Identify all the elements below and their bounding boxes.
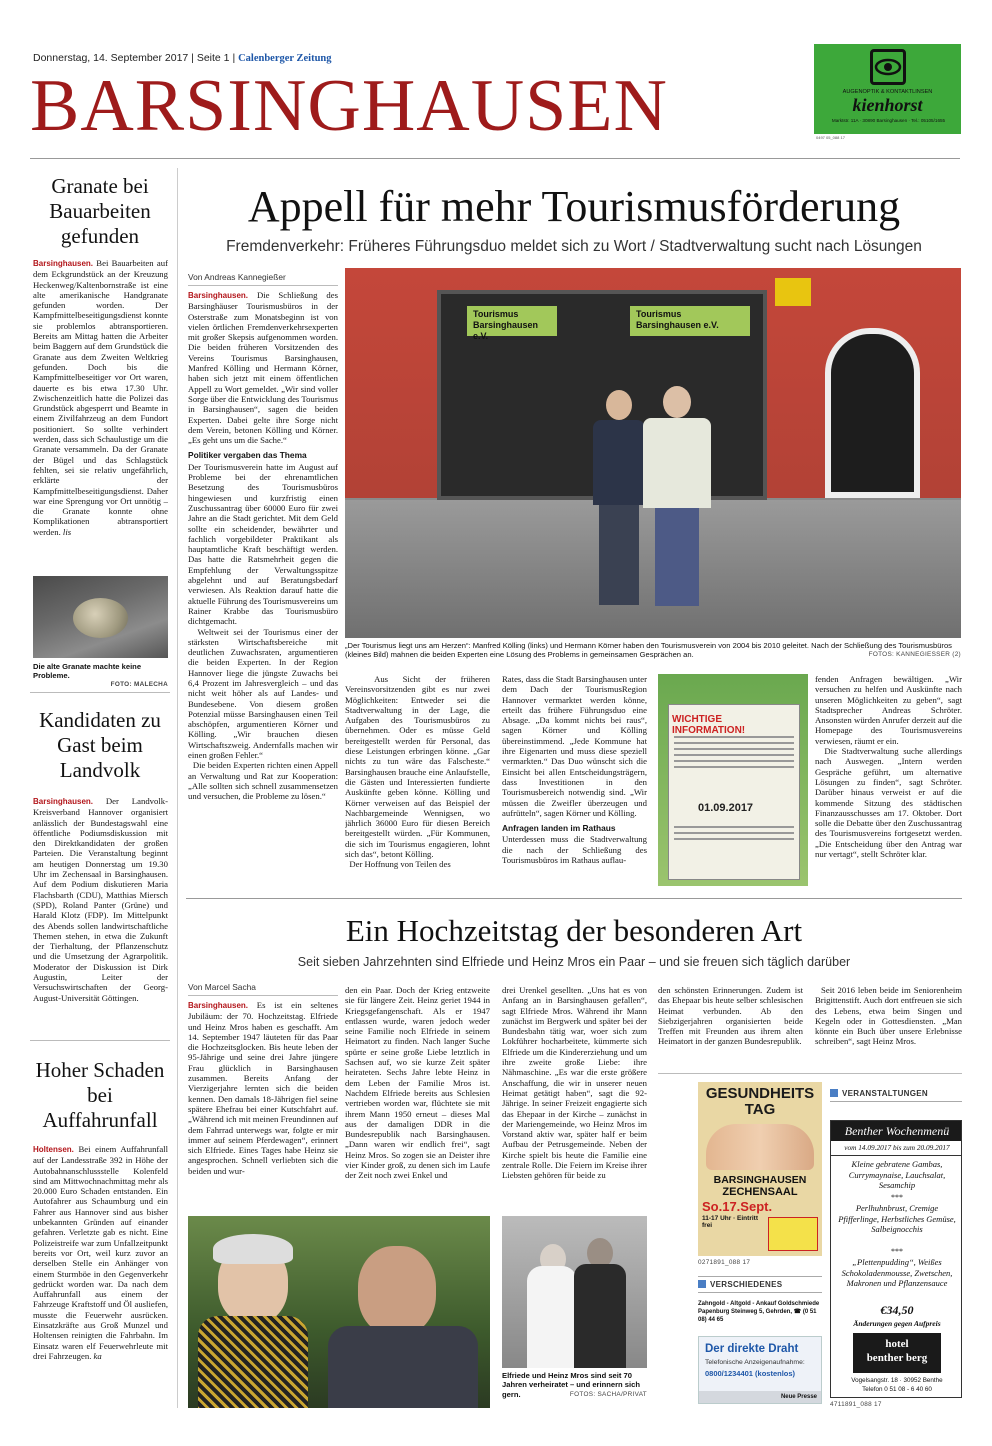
wedding-col-5 <box>815 985 962 1065</box>
signature: ka <box>93 1350 102 1361</box>
notice-date: 01.09.2017 <box>698 802 754 814</box>
menu-dates: vom 14.09.2017 bis zum 20.09.2017 <box>831 1143 962 1156</box>
sidebar-headline-1: Granate bei Bauarbeiten gefunden <box>49 174 151 248</box>
dateline <box>33 52 332 64</box>
location: Barsinghausen. <box>33 797 94 806</box>
ad-place-1: BARSINGHAUSEN <box>713 1174 807 1186</box>
paragraph: Die Stadtverwaltung suche allerdings nach Auswegen. „Intern werden Gespräche geführt, um alternative Lösungen zu finden“, sagt Schröter. Darüber hinaus verweist er auf die kommende Sitzung des städtischen Finanzausschusses am 17. Oktober. Dort solle die Debatte über den Zuschussantrag des Tourismusvereins fortgesetzt werden. „Die Entscheidung über den Antrag war nur vertagt“, stellt Schröter klar. <box>815 746 962 860</box>
menu-address: Vogelsangstr. 18 · 30952 Benthe <box>851 1377 943 1384</box>
paragraph: Seit 2016 leben beide im Seniorenheim Brigittenstift. Auch dort entfreuen sie sich des Lebens, etwa beim Singen und Kegeln oder in Gottesdiensten. „Man könnte ein Buch über unsere Erlebnisse schreiben“, sagt Heinz Mros. <box>815 985 962 1047</box>
paragraph: Aus Sicht der früheren Vereinsvorsitzenden gibt es nur zwei Möglichkeiten: Entweder sei die Stadtverwaltung in der Lage, die Aufgaben des Tourismusbüros zu übernehmen. Oder es müsse Geld bereitgestellt werden für Personal, das diese Leistungen erbringen könne. „Gar nichts zu tun wäre das Falscheste.“ Barsinghausen brauche eine Anlaufstelle, die Gästen und Interessierten fundierte Auskünfte geben könne. Kölling und Körner verweisen auf das Beispiel der Nachbargemeinde Wennigsen, wo jährlich 36000 Euro für diesen Bereich bereitgestellt würden. „Für Kommunen, die sich im Tourismus engagieren, lohnt sich das“, betont Kölling. <box>345 674 490 860</box>
signature: lis <box>62 526 72 537</box>
menu-price: €34,50 <box>880 1303 914 1317</box>
draht-phone: 0800/1234401 (kostenlos) <box>705 1369 796 1378</box>
paragraph: den ein Paar. Doch der Krieg entzweite sie für längere Zeit. Heinz geriet 1944 in Kriegsgefangenschaft. Als er 1947 entlassen wurde, waren jedoch weder seine Familie noch Elfriede in seinem Heimatort zu finden. Nach langer Suche spürte er seine große Liebe letztlich in Sachsen auf, wo sie kurze Zeit später heirateten. Sechs Jahre lebte Heinz in dem Leben der Familie Mros ist. Nachdem Elfriede bereits aus Schlesien vertrieben worden war, flüchtete sie mit ihrem Mann 1950 erneut – dieses Mal aus der damaligen DDR in die Bundesrepublik nach Barsinghausen. „Dann waren wir endlich frei“, sagt Heinz Mros. So zogen sie an Deister ihre vier Kinder groß, zu denen sich im Laufe der Zeit noch zwei Enkel und <box>345 985 490 1181</box>
optik-code: 0497 05_088 17 <box>816 135 845 140</box>
main-col-5 <box>815 674 962 890</box>
gold-ad[interactable]: Zahngold - Altgold - Ankauf Goldschmiede Papenburg Steinweg 5, Gehrden, ☎ (0 51 08) 44 65 <box>698 1301 820 1323</box>
wedding-photo <box>502 1216 647 1368</box>
masthead: BARSINGHAUSEN <box>30 65 668 147</box>
sign-2 <box>630 306 750 336</box>
story-text: Bei einem Auffahrunfall auf der Landesstraße 392 in Höhe der Autobahnanschlussstelle Kolenfeld sind am Mittwochnachmittag mehr als 20.000 Euro Schaden entstanden. Ein Autofahrer aus Schaumburg und ein Fahrer aus Hannover sind aus bisher unbekannten Gründen auf einander gefahren. Verletzte gab es nicht. Eine Polizeistreife war zum Unfallzeitpunkt bereits vor Ort, weil kurz zuvor an derselben Stelle ein Anhänger von einem Sturmböe in den Gegenverkehr gedrückt worden war. Da nach dem Auffahrunfall aus einem der Fahrzeuge Kraftstoff und Öl ausliefen, musste die Feuerwehr ausrücken. Einsatzkräfte aus Groß Munzel und Holtensen reinigten die Fahrbahn. Im Einsatz waren elf Feuerwehrleute mit drei Fahrzeugen. <box>33 1144 168 1361</box>
family-image <box>706 1124 814 1170</box>
couple-photo <box>188 1216 490 1408</box>
rubric-verschiedenes <box>698 1276 822 1293</box>
paragraph: Die Schließung des Barsinghäuser Tourismusbüros in der Osterstraße zum Monatsbeginn ist von vielen örtlichen Fremdenverkehrsexperten mit großer Skepsis aufgenommen worden. Die beiden früheren Vorsitzenden des Vereins Tourismus Barsinghausen, Manfred Kölling und Hermann Körner, haben sich jetzt mit einem öffentlichen Appell zu Wort gemeldet. „Wir sind voller Sorge über die Entwicklung des Tourismus in Barsinghausen“, sagen die beiden Experten. Dabei gelte ihre Sorge nicht dem Verein, betonen Kölling und Körner. „Es geht uns um die Sache.“ <box>188 290 338 446</box>
sidebar-headline-2: Kandidaten zu Gast beim Landvolk <box>39 708 161 782</box>
main-col-3 <box>502 674 647 890</box>
optik-brand: kienhorst <box>852 95 923 115</box>
draht-title: Der direkte Draht <box>705 1343 799 1355</box>
notice-photo <box>658 674 808 886</box>
gesundheitstag-ad[interactable] <box>698 1082 822 1256</box>
story-text: Der Landvolk-Kreisverband Hannover organisiert anlässlich der Bundestagswahl eine öffentliche Podiumsdiskussion mit den Direktkandidaten der großen Parteien. Die Veranstaltung beginnt am heutigen Donnerstag um 19.30 Uhr im Zechensaal in Barsinghausen. Auf dem Podium diskutieren Maria Flachsbarth (CDU), Matthias Miersch (SPD), Roland Panter (Grüne) und Harald Klotz (FDP). Im Mittelpunkt des Abends sollen landwirtschaftliche Themen stehen, in etwa die Zukunft der Tierhaltung, der Pflanzenschutz und die Umsetzung der Agrarpolitik. Moderator der Diskussion ist Dirk Augustin, Leiter der Versuchswirtschaften der Georg-August-Universität Göttingen. <box>33 796 168 1003</box>
hotel-logo-text: hotel <box>885 1338 909 1350</box>
menu-course-1: Kleine gebratene Gambas, Currymaynaise, Lauchsalat, Sesamchip <box>848 1159 946 1190</box>
menu-ad[interactable] <box>830 1120 962 1398</box>
paragraph: Weltweit sei der Tourismus einer der stärksten Wirtschaftsbereiche mit deutlichen Zuwachsraten, argumentieren die beiden Experten. In der Region Hannover liege die jüngste Zuwachs bei 6,4 Prozent im Jahresvergleich – und das nicht weit höher als auf Landes- und Bundesebene. Von diesem großen Potenzial müsse Barsinghausen einen Teil abschöpfen, argumentieren Körner und Kölling. „Wir brauchen diesen Wirtschaftszweig. Andernfalls machen wir einen großen Fehler.“ <box>188 626 338 761</box>
sidebar-story-2 <box>33 796 168 1034</box>
subheading: Anfragen landen im Rathaus <box>502 823 616 834</box>
paragraph: Der Tourismusverein hatte im August auf Probleme bei der ehrenamtlichen Besetzung des Tourismusbüros hingewiesen und kurzfristig einen Zuschussantrag über 60000 Euro für zwei Jahre an die Stadt gerichtet. Mit dem Geld sollte ein scheidender, bewährter und fachlich vorgebildeter Praktikant als hauptamtliche Kraft beschäftigt werden. Das hatte die Ratsmehrheit gegen die Empfehlung der Verwaltungsspitze abgelehnt und auf Beratungsbedarf verwiesen. Als Reaktion darauf hatte die aktuelle Führung des Tourismusvereins um Rainer Krabbe das Tourismusbüro dichtgemacht. <box>188 461 338 627</box>
main-photo-caption <box>345 641 961 660</box>
rubric-label: VERSCHIEDENES <box>710 1280 783 1289</box>
main-byline: Von Andreas Kannegießer <box>188 272 286 282</box>
ad-code: 0271891_088 17 <box>698 1259 751 1266</box>
rubric-label: VERANSTALTUNGEN <box>842 1089 928 1098</box>
sign-text: Tourismus <box>473 309 519 319</box>
eye-icon <box>870 49 906 85</box>
location: Barsinghausen. <box>33 259 94 268</box>
ad-title-1: GESUNDHEITS <box>705 1085 815 1102</box>
ad-place-2: ZECHENSAAL <box>722 1186 798 1198</box>
direkter-draht-ad[interactable] <box>698 1336 822 1404</box>
paragraph: den schönsten Erinnerungen. Zudem ist das Ehepaar bis heute selber schlesischen Heimat verbunden. Ab den Siebzigerjahren organisierten beide Treffen mit Freunden aus ihrem alten Heimatort in der ganzen Bundesrepublik. <box>658 985 803 1047</box>
wedding-col-4 <box>658 985 803 1065</box>
paragraph: Es ist ein seltenes Jubiläum: der 70. Hochzeitstag. Elfriede und Heinz Mros haben es geschafft. Am 14. September 1947 läuteten für das Paar die Hochzeitsglocken. Bis heute leben der 95-Jährige und seine drei Jahre jüngere Frau glücklich in Barsinghausen zusammen. Bereits Anfang der Vierzigerjahre lernten sich die beiden kennen. Den damals 18-Jährigen fiel seine spätere Ehefrau bei einer Kutschfahrt auf. „Während ich mit meinen Freundinnen auf dem Fahrrad unterwegs war, folgte er mir immer auf seinem Pferdewagen“, erinnert sich Elfriede. Eines Tages habe Heinz sie angesprochen. Schnell verliebten sich die beiden und wur- <box>188 1000 338 1176</box>
menu-stars: *** <box>891 1193 903 1202</box>
sidebar-story-3 <box>33 1144 168 1406</box>
photo-credit: FOTOS: KANNEGIESSER (2) <box>868 651 961 659</box>
wedding-subhead: Seit sieben Jahrzehnten sind Elfriede und Heinz Mros ein Paar – und sie freuen sich täglich darüber <box>297 955 851 969</box>
draht-line: Telefonische Anzeigenaufnahme: <box>705 1359 805 1366</box>
menu-note: Änderungen gegen Aufpreis <box>853 1319 941 1328</box>
menu-stars: *** <box>891 1247 903 1256</box>
menu-phone: Telefon 0 51 08 - 6 40 60 <box>862 1386 932 1393</box>
wedding-headline: Ein Hochzeitstag der besonderen Art <box>345 913 803 948</box>
main-headline: Appell für mehr Tourismusförderung <box>247 182 901 231</box>
hotel-logo-text: benther berg <box>866 1352 928 1364</box>
optik-ad[interactable] <box>814 44 961 140</box>
sign-text: Barsinghausen e.V. <box>636 320 719 330</box>
menu-course-2: Perlhuhnbrust, Cremige Pfifferlinge, Herbstliches Gemüse, Salbeignocchis <box>838 1203 956 1234</box>
subheading: Politiker vergaben das Thema <box>188 450 307 461</box>
sign-text: Tourismus <box>636 309 682 319</box>
wedding-col-2 <box>345 985 490 1208</box>
sidebar-story-1 <box>33 258 168 570</box>
rubric-veranstaltungen <box>830 1086 962 1102</box>
optik-line: AUGENOPTIK & KONTAKTLINSEN <box>842 89 933 95</box>
caption-text: Elfriede und Heinz Mros sind seit 70 Jahren verheiratet – und erinnern sich gern. <box>502 1371 641 1399</box>
tourism-office-photo <box>345 268 961 638</box>
location: Barsinghausen. <box>188 291 249 300</box>
optik-address: Marktstr. 11A · 30890 Barsinghausen · Tel.: 05105/1655 <box>831 118 946 123</box>
ad-date: So.17.Sept. <box>702 1199 773 1214</box>
main-col-2 <box>345 674 490 890</box>
photo-credit: FOTO: MALECHA <box>110 681 168 689</box>
grenade-caption <box>33 662 168 690</box>
hotel-logo <box>853 1333 941 1373</box>
paper-name: Calenberger Zeitung <box>238 53 332 64</box>
ad-time: 11-17 Uhr · Eintritt frei <box>702 1215 758 1229</box>
main-subhead: Fremdenverkehr: Früheres Führungsduo meldet sich zu Wort / Stadtverwaltung sucht nach Lösungen <box>226 238 922 255</box>
paragraph: Rates, dass die Stadt Barsinghausen unter dem Dach der TourismusRegion Hannover vermarktet werden könne, erteilt das frühere Führungsduo eine Absage. „Da kommt nichts bei raus“, sagen Körner und Kölling übereinstimmend. „Jede Kommune hat ihre Eigenarten und muss diese speziell vermarkten.“ Das Duo wünscht sich die Einsicht bei allen Entscheidungsträgern, dass Investitionen in den Tourismusbereich notwendig sind. „Wir müssen die Zweifler überzeugen und aufrütteln“, sagen Körner und Kölling. <box>502 674 647 818</box>
notice-title: WICHTIGE INFORMATION! <box>672 714 746 736</box>
location: Holtensen. <box>33 1145 74 1154</box>
paragraph: drei Urenkel gesellten. „Uns hat es von Anfang an in Barsinghausen gefallen“, sagt Elfriede Mros. Während ihr Mann zunächst im Bergwerk und später bei der Bundesbahn tätig war, woer sich zum Lokführer hocharbeitete, kümmerte sich Elfriede um die Kindererziehung und um ihre zweite große Liebe: ihre Nähmaschine. „Es war die erste größere Anschaffung, die wir in unserer neuen Heimat getätigt haben“, sagt die 92-Jährige. In seiner Freizeit engagierte sich das Ehepaar in der Kirche – zunächst in der Mariengemeinde, wo Heinz Mros im Vorstand aktiv war, später half er beim Aufbau der Petrusgemeinde. Neben der Kirche spielt bis heute die Familie eine zentrale Rolle. Die Feiern im Kreise ihrer Liebsten gehören für beide zu <box>502 985 647 1181</box>
paragraph: fenden Anfragen bewältigen. „Wir versuchen zu helfen und Auskünfte nach unseren Möglichkeiten zu geben“, sagt Stadtsprecher Andreas Schröter. Ansonsten würden Anrufer derzeit auf die Homepage des Tourismusvereins verwiesen, räumt er ein. <box>815 674 962 746</box>
sidebar-headline-3: Hoher Schaden bei Auffahrunfall <box>35 1058 165 1132</box>
wedding-col-1 <box>188 1000 338 1208</box>
photo-credit: FOTOS: SACHA/PRIVAT <box>569 1390 647 1398</box>
location: Barsinghausen. <box>188 1001 249 1010</box>
menu-course-3: „Plettenpudding“, Weißes Schokoladenmousse, Zwetschen, Makronen und Pflanzensauce <box>841 1257 953 1288</box>
sign-text: Barsinghausen e.V. <box>473 320 539 341</box>
grenade-photo <box>33 576 168 658</box>
wedding-col-3 <box>502 985 647 1208</box>
story-text: Bei Bauarbeiten auf dem Eckgrundstück an der Kreuzung Heckenweg/Kaltenbornstraße ist eine alte amerikanische Handgranate gefunden worden. Der Kampfmittelbeseitigungsdienst konnte sie problemlos abtransportieren. Bereits am Mittag hatten die Arbeiter beim Baggern auf dem Grundstück die Granate aus dem Zweiten Weltkrieg gefunden. Doch bis die Kampfmittelbeseitiger vor Ort waren, dauerte es bis etwa 17.30 Uhr. Zwischenzeitlich hatte die Polizei das Grundstück abgesperrt und Beamte in einem Zivilfahrzeug an dem Fundort positioniert. So sollte verhindert werden, dass sich Schaulustige um die Granate versammeln. Da der Granate der Bügel und das Schlagstück fehlten, sei sie relativ ungefährlich, erklärte der Kampfmittelbeseitigungsdienst. Daher war eine Sprengung vor Ort unnötig – die Granate konnte ohne Komplikationen abtransportiert werden. <box>33 258 168 537</box>
caption-text: Die alte Granate machte keine Probleme. <box>33 662 142 681</box>
paragraph: Unterdessen muss die Stadtverwaltung die nach der Schließung des Tourismusbüros im Rathaus auflau- <box>502 834 647 866</box>
draht-footer: Neue Presse <box>699 1391 822 1404</box>
menu-code: 4711891_088 17 <box>830 1401 882 1408</box>
wedding-caption <box>502 1371 647 1399</box>
paragraph: Die beiden Experten richten einen Appell an Verwaltung und Rat zur Kooperation: „Alle sollten sich schnell zusammensetzen und versuchen, die Probleme zu lösen.“ <box>188 760 338 802</box>
menu-title: Benther Wochenmenü <box>831 1121 962 1141</box>
date-text: Donnerstag, 14. September 2017 | Seite 1 | <box>33 52 236 64</box>
ad-title-2: TAG <box>744 1101 776 1118</box>
wedding-byline: Von Marcel Sacha <box>188 982 256 992</box>
paragraph: Der Hoffnung von Teilen des <box>349 859 451 870</box>
sign-1 <box>467 306 557 341</box>
main-col-1 <box>188 290 338 890</box>
caption-text: „Der Tourismus liegt uns am Herzen“: Manfred Kölling (links) und Hermann Körner haben den Tourismusverein von 2004 bis 2010 geleitet. Nach der Schließung des Tourismusbüros (kleines Bild) mahnen die beiden Experten eine Lösung des Problems in gemeinsamen Gesprächen an. <box>345 641 952 660</box>
